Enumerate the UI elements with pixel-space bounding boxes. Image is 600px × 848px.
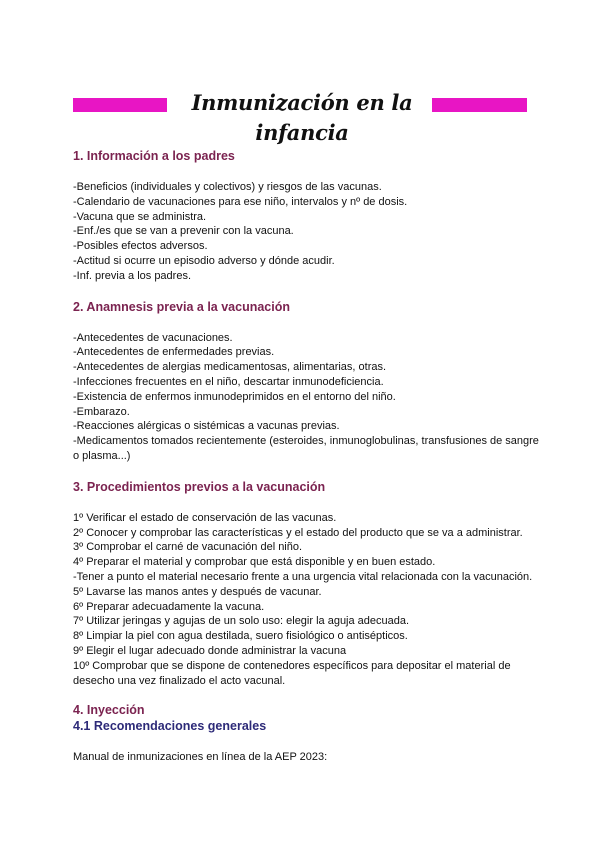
list-item: -Embarazo. (73, 405, 130, 418)
page-title: Inmunización en la infancia (191, 90, 413, 145)
list-item: 9º Elegir el lugar adecuado donde administrar la vacuna (73, 644, 347, 657)
document-body (73, 148, 543, 765)
list-item: -Existencia de enfermos inmunodeprimidos en el entorno del niño. (73, 390, 396, 403)
list-item: -Inf. previa a los padres. (73, 269, 192, 282)
list-item: -Enf./es que se van a prevenir con la vacuna. (73, 225, 294, 238)
list-item: -Infecciones frecuentes en el niño, descartar inmunodeficiencia. (73, 375, 384, 388)
list-item: 10º Comprobar que se dispone de contenedores específicos para depositar el material de desecho una vez finalizado el acto vacunal. (73, 659, 511, 687)
section-4-1-subheading: 4.1 Recomendaciones generales (73, 719, 267, 734)
section-2-list (73, 331, 543, 464)
list-item: 4º Preparar el material y comprobar que está disponible y en buen estado. (73, 556, 436, 569)
list-item: -Calendario de vacunaciones para ese niño, intervalos y nº de dosis. (73, 195, 408, 208)
list-item: 1º Verificar el estado de conservación de las vacunas. (73, 511, 337, 524)
list-item: 8º Limpiar la piel con agua destilada, suero fisiológico o antisépticos. (73, 630, 408, 643)
list-item: -Antecedentes de vacunaciones. (73, 331, 233, 344)
list-item: -Antecedentes de alergias medicamentosas, alimentarias, otras. (73, 361, 387, 374)
title-decor-bar-right (432, 98, 527, 112)
list-item: -Reacciones alérgicas o sistémicas a vacunas previas. (73, 420, 340, 433)
list-item: 3º Comprobar el carné de vacunación del niño. (73, 541, 303, 554)
list-item: 2º Conocer y comprobar las características y el estado del producto que se va a administrar. (73, 526, 523, 539)
list-item: -Beneficios (individuales y colectivos) y riesgos de las vacunas. (73, 181, 382, 193)
title-decor-bar-left (73, 98, 167, 112)
section-2-heading: 2. Anamnesis previa a la vacunación (73, 299, 290, 314)
list-item: -Actitud si ocurre un episodio adverso y dónde acudir. (73, 254, 335, 267)
section-3-heading: 3. Procedimientos previos a la vacunación (73, 479, 326, 494)
list-item: -Antecedentes de enfermedades previas. (73, 346, 275, 359)
list-item: 6º Preparar adecuadamente la vacuna. (73, 600, 265, 613)
section-1-list (73, 180, 543, 284)
list-item: -Medicamentos tomados recientemente (esteroides, inmunoglobulinas, transfusiones de sangre o plasma...) (73, 435, 539, 462)
list-item: 7º Utilizar jeringas y agujas de un solo uso: elegir la aguja adecuada. (73, 615, 410, 628)
section-4-heading: 4. Inyección (73, 703, 145, 718)
section-1-heading: 1. Información a los padres (73, 149, 235, 163)
list-item: -Tener a punto el material necesario frente a una urgencia vital relacionada con la vacunación. (73, 570, 533, 583)
section-3-list (73, 511, 543, 689)
section-4-paragraph: Manual de inmunizaciones en línea de la AEP 2023: (73, 751, 328, 764)
list-item: -Posibles efectos adversos. (73, 240, 208, 253)
list-item: -Vacuna que se administra. (73, 210, 207, 223)
list-item: 5º Lavarse las manos antes y después de vacunar. (73, 585, 322, 598)
title-banner (73, 88, 527, 145)
